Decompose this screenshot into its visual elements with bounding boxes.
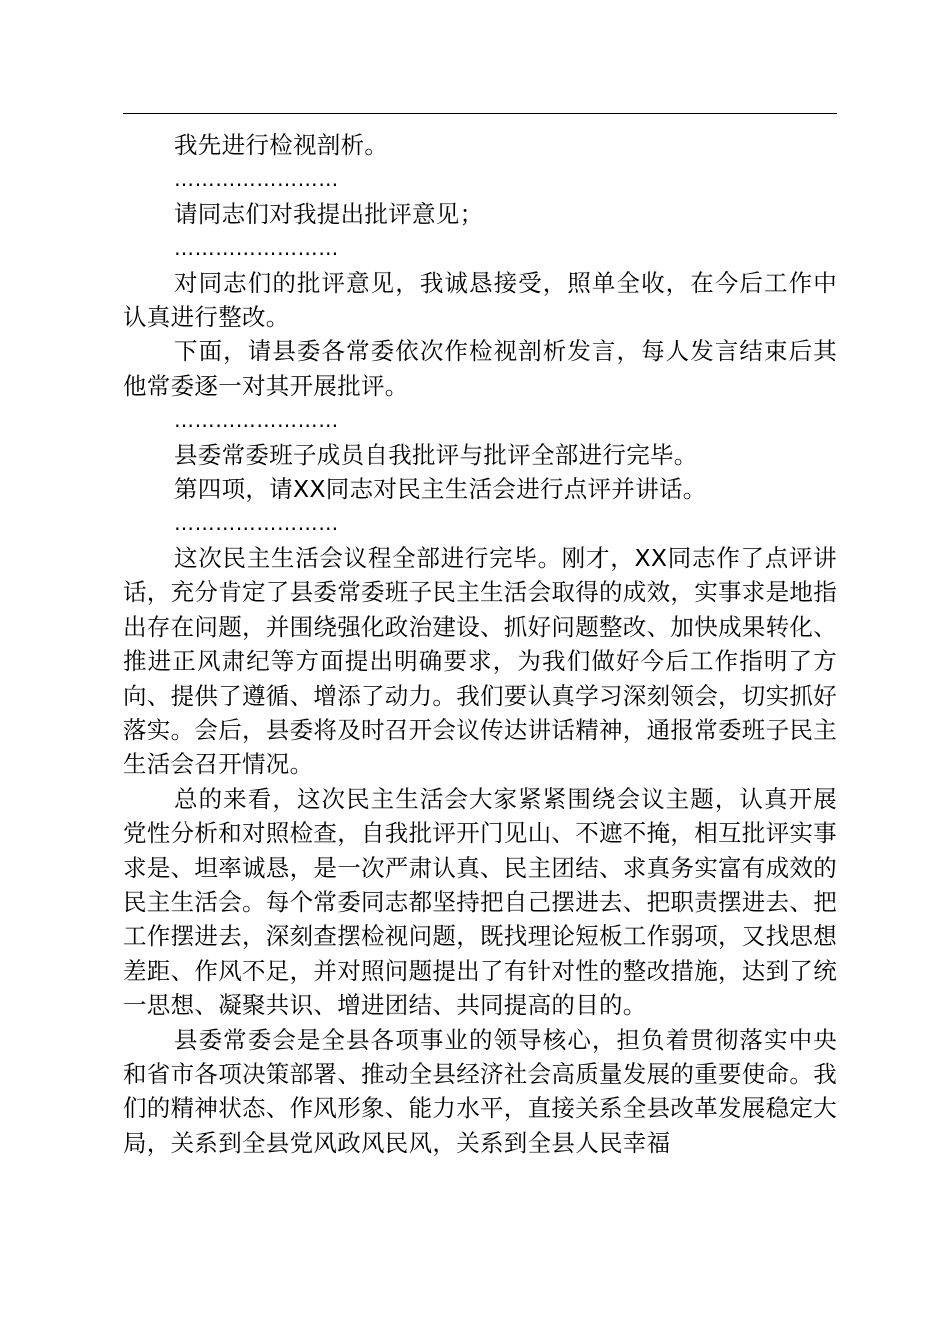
paragraph: 县委常委会是全县各项事业的领导核心，担负着贯彻落实中央和省市各项决策部署、推动全县经济社会高质量发展的重要使命。我们的精神状态、作风形象、能力水平，直接关系全县改革发展稳定大局，关系到全县党风政风民风，关系到全县人民幸福 <box>123 1025 837 1157</box>
paragraph: 请同志们对我提出批评意见； <box>174 199 484 228</box>
paragraph: 我先进行检视剖析。 <box>174 131 389 159</box>
paragraph: 下面，请县委各常委依次作检视剖析发言，每人发言结束后其他常委逐一对其开展批评。 <box>123 337 837 400</box>
paragraph: 对同志们的批评意见，我诚恳接受，照单全收，在今后工作中认真进行整改。 <box>123 268 837 332</box>
ellipsis-line: …………………… <box>174 236 339 261</box>
paragraph: 总的来看，这次民主生活会大家紧紧围绕会议主题，认真开展党性分析和对照检查，自我批评开门见山、不遮不掩，相互批评实事求是、坦率诚恳，是一次严肃认真、民主团结、求真务实富有成效的民主生活会。每个常委同志都坚持把自己摆进去、把职责摆进去、把工作摆进去，深刻查摆检视问题，既找理论短板工作弱项，又找思想差距、作风不足，并对照问题提出了有针对性的整改措施，达到了统一思想、凝聚共识、增进团结、共同提高的目的。 <box>123 784 837 1020</box>
paragraph: 第四项，请XX同志对民主生活会进行点评并讲话。 <box>174 475 707 504</box>
paragraph: 这次民主生活会议程全部进行完毕。刚才，XX同志作了点评讲话，充分肯定了县委常委班子民主生活会取得的成效，实事求是地指出存在问题，并围绕强化政治建设、抓好问题整改、加快成果转化、推进正风肃纪等方面提出明确要求，为我们做好今后工作指明了方向、提供了遵循、增添了动力。我们要认真学习深刻领会，切实抓好落实。会后，县委将及时召开会议传达讲话精神，通报常委班子民主生活会召开情况。 <box>123 543 837 779</box>
document-body <box>123 128 837 1160</box>
ellipsis-line: …………………… <box>174 167 339 192</box>
header-rule <box>123 113 837 114</box>
ellipsis-line: …………………… <box>174 408 339 433</box>
ellipsis-line: …………………… <box>174 511 339 536</box>
paragraph: 县委常委班子成员自我批评与批评全部进行完毕。 <box>174 440 698 469</box>
